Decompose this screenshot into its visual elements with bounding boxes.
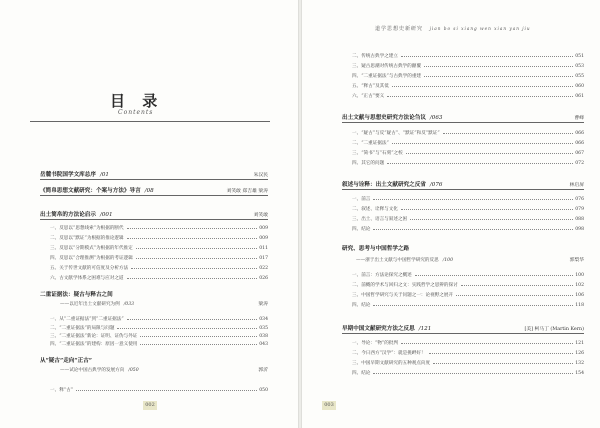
toc-entry-title: 一、“疑古”与反“疑古”、“默证”和反“默证” — [352, 131, 440, 136]
toc-entry-title: 四、“二重证据法”的建构：原因一意义使用 — [50, 342, 138, 347]
section-rule — [342, 189, 584, 190]
section-rule — [342, 122, 584, 123]
toc-entry — [50, 275, 268, 281]
toc-entry — [342, 244, 584, 252]
toc-entry-page: /001 — [99, 212, 113, 218]
toc-entry-page: 154 — [575, 371, 584, 376]
toc-entry — [352, 292, 584, 298]
toc-entry-page: 051 — [575, 54, 584, 59]
section-rule — [40, 219, 268, 220]
dot-leader — [127, 238, 258, 239]
toc-entry — [50, 325, 268, 331]
dot-leader — [424, 76, 573, 77]
toc-entry-title: 三、反思以“分期模式”为根据的年代推定 — [50, 246, 133, 251]
toc-entry-title: 《简帛思想文献研究：个案与方法》导言 — [40, 188, 141, 194]
toc-entry-title: ——以近年出土文献研究为例 — [60, 302, 120, 307]
toc-entry-page: 022 — [259, 266, 268, 271]
toc-entry-title: 三、“简书”与“石刻”之校 — [352, 151, 403, 156]
toc-entry-author: 林启屏 — [569, 183, 584, 188]
toc-entry-title: 三、疑古思潮对传统古典学的颠覆 — [352, 64, 421, 69]
toc-entry — [352, 83, 584, 89]
toc-entry-author: 朱汉民 — [253, 173, 268, 178]
toc-entry-title: 二、“二重证据法”的局限与问题 — [50, 326, 115, 331]
left-page — [0, 0, 298, 428]
toc-entry — [352, 282, 584, 288]
toc-entry-author: 梁涛 — [258, 302, 268, 307]
toc-entry-page: 118 — [575, 303, 584, 308]
toc-entry-page: 132 — [575, 361, 584, 366]
toc-entry — [50, 235, 268, 241]
dot-leader — [461, 285, 574, 286]
toc-entry — [40, 356, 268, 364]
toc-entry-page: 106 — [575, 293, 584, 298]
toc-entry-title: ——试论中国古典学的发展方向 — [60, 368, 125, 373]
toc-entry-page: 009 — [259, 226, 268, 231]
dot-leader — [131, 268, 257, 269]
toc-entry-title: 研究、思考与中国哲学之路 — [342, 246, 410, 252]
toc-entry — [352, 302, 584, 308]
toc-entry-page: 088 — [575, 217, 584, 222]
toc-entry-author: 刘笑敢 — [253, 213, 268, 218]
toc-entry-page: /063 — [429, 115, 443, 121]
toc-entry — [50, 225, 268, 231]
dot-leader — [373, 199, 573, 200]
dot-leader — [136, 258, 257, 259]
toc-entry-page: 079 — [575, 207, 584, 212]
toc-subtitle: Contents — [118, 109, 154, 116]
right-page — [302, 0, 600, 428]
section-rule — [40, 179, 268, 180]
toc-entry-title: 四、反思以“合理推测”为根据的考证逻辑 — [50, 256, 133, 261]
toc-entry-title: 一、释“古” — [50, 388, 74, 393]
toc-entry-title: 五、“释古”及其低 — [352, 84, 389, 89]
toc-entry — [50, 341, 268, 347]
toc-entry — [40, 290, 268, 298]
toc-entry-page: /01 — [99, 172, 109, 178]
toc-entry-page: 011 — [259, 246, 268, 251]
page-number-left: 002 — [143, 401, 157, 410]
toc-entry — [50, 245, 268, 251]
toc-entry — [342, 180, 584, 188]
toc-entry-title: 四、结论 — [352, 303, 371, 308]
toc-entry-title: 二、前概的学术与回归之文：实践哲学之思辨的探讨 — [352, 283, 458, 288]
toc-entry-title: 四、结论 — [352, 371, 371, 376]
title-rule — [30, 121, 270, 122]
dot-leader — [443, 133, 574, 134]
toc-entry — [40, 186, 268, 194]
running-header-title: 道学思想史新研究 — [375, 26, 424, 32]
toc-entry — [342, 324, 584, 332]
toc-entry-page: /076 — [429, 182, 443, 188]
toc-entry-page: 076 — [575, 197, 584, 202]
dot-leader — [406, 153, 573, 154]
section-rule — [342, 333, 584, 334]
toc-entry — [352, 53, 584, 59]
toc-entry-page: 061 — [575, 94, 584, 99]
toc-entry — [50, 316, 268, 322]
toc-entry — [352, 370, 584, 376]
toc-entry-title: 从“疑古”走向“正古” — [40, 358, 93, 364]
toc-entry — [352, 350, 584, 356]
toc-entry-page: 126 — [575, 351, 584, 356]
toc-entry-title: 三、“二重证据法”新论：证明、证伪与外证 — [50, 334, 138, 339]
toc-entry-page: 060 — [575, 84, 584, 89]
toc-entry-page: 072 — [575, 161, 584, 166]
dot-leader — [433, 363, 573, 364]
toc-entry-page: 034 — [259, 317, 268, 322]
dot-leader — [392, 86, 573, 87]
toc-entry-page: 055 — [575, 74, 584, 79]
dot-leader — [429, 353, 574, 354]
toc-entry-title: 三、中国早期文献研究的五种观点向度 — [352, 361, 431, 366]
toc-entry — [50, 387, 268, 393]
toc-entry — [352, 216, 584, 222]
toc-entry-title: 二、反思以“默证”为根据的推论逻辑 — [50, 236, 124, 241]
dot-leader — [127, 319, 258, 320]
toc-entry-title: 出土简帛的方法论启示 — [40, 212, 96, 218]
toc-entry-title: 四、结论 — [352, 227, 371, 232]
toc-entry-page: 043 — [259, 342, 268, 347]
toc-entry — [352, 360, 584, 366]
toc-entry-author: 郭沂 — [258, 368, 268, 373]
toc-entry — [60, 366, 268, 373]
toc-entry-title: ——浙于出土文献与中国哲学研究的反思 — [356, 258, 439, 263]
toc-entry — [352, 226, 584, 232]
toc-entry-title: 三、出土、语言与叙述之困 — [352, 217, 408, 222]
toc-entry-page: 038 — [259, 334, 268, 339]
toc-entry — [342, 113, 584, 121]
toc-entry-page: /100 — [442, 258, 454, 263]
toc-entry-title: 叙述与诠释：出土文献研究之反省 — [342, 182, 426, 188]
toc-entry — [352, 73, 584, 79]
toc-entry-page: 050 — [259, 388, 268, 393]
dot-leader — [373, 305, 573, 306]
toc-entry-page: 026 — [259, 276, 268, 281]
toc-entry-title: 六、“正古”要义 — [352, 94, 385, 99]
toc-entry-author: 刘笑敢 郑吉雄 梁涛 — [226, 189, 268, 194]
toc-entry-page: 121 — [575, 341, 584, 346]
toc-entry-page: 053 — [575, 64, 584, 69]
dot-leader — [387, 163, 573, 164]
dot-leader — [410, 219, 573, 220]
toc-entry — [356, 256, 584, 263]
toc-entry — [352, 130, 584, 136]
toc-entry-page: 017 — [259, 256, 268, 261]
toc-entry-title: 二重证据法：疑古与释古之间 — [40, 292, 113, 298]
toc-entry — [352, 272, 584, 278]
toc-entry — [352, 206, 584, 212]
toc-entry-title: 二、传统古典学之建立 — [352, 54, 398, 59]
toc-entry — [352, 150, 584, 156]
dot-leader — [373, 373, 573, 374]
toc-entry-page: /08 — [144, 188, 154, 194]
toc-entry-title: 四、“二重证据法”与古典学的重建 — [352, 74, 422, 79]
toc-entry-page: 067 — [575, 151, 584, 156]
toc-entry — [50, 333, 268, 339]
toc-entry-page: /050 — [128, 368, 139, 373]
dot-leader — [424, 66, 573, 67]
toc-entry-title: 一、反思以“思想线索”为根据的断代 — [50, 226, 124, 231]
toc-entry-title: 早期中国文献研究方法之反思 — [342, 326, 415, 332]
toc-entry-page: 102 — [575, 283, 584, 288]
toc-entry-title: 三、中国哲学研究与关于问题之一：论视野之展开 — [352, 293, 454, 298]
toc-entry-title: 一、前言：方法论探究之概述 — [352, 273, 412, 278]
toc-entry-page: 100 — [575, 273, 584, 278]
toc-entry — [352, 196, 584, 202]
toc-entry — [352, 160, 584, 166]
dot-leader — [373, 229, 573, 230]
toc-entry-title: 岳麓书院国学文库总序 — [40, 172, 96, 178]
dot-leader — [387, 96, 573, 97]
dot-leader — [140, 344, 257, 345]
running-header-pinyin: jian bo si xiang wen xian yan jiu — [429, 26, 531, 31]
running-header — [375, 25, 531, 32]
toc-entry-title: 一、导论：“物”的批判 — [352, 341, 399, 346]
toc-entry-title: 二、叙述、诠释与文化 — [352, 207, 398, 212]
toc-entry — [50, 265, 268, 271]
section-rule — [40, 195, 268, 196]
toc-entry-author: 曹峰 — [574, 116, 584, 121]
dot-leader — [127, 278, 258, 279]
toc-entry — [352, 140, 584, 146]
dot-leader — [117, 328, 257, 329]
dot-leader — [401, 343, 573, 344]
dot-leader — [76, 390, 257, 391]
dot-leader — [415, 275, 573, 276]
toc-entry — [40, 210, 268, 218]
toc-entry-title: 六、古文献学体系之困难与应对之道 — [50, 276, 124, 281]
dot-leader — [401, 56, 573, 57]
toc-entry-title: 一、从“二重证据法”到“二重证据法” — [50, 317, 124, 322]
toc-entry — [50, 255, 268, 261]
toc-entry-title: 出土文献与思想史研究方法论刍议 — [342, 115, 426, 121]
toc-entry — [352, 340, 584, 346]
dot-leader — [401, 209, 573, 210]
toc-entry-page: 066 — [575, 131, 584, 136]
toc-entry-title: 二、今日西方“汉学”：就是挑衅好！ — [352, 351, 426, 356]
toc-entry-title: 四、其它的问题 — [352, 161, 385, 166]
dot-leader — [140, 336, 257, 337]
toc-entry — [352, 63, 584, 69]
toc-entry-title: 五、关于传世文献的可信度及分析方法 — [50, 266, 129, 271]
toc-entry-page: /033 — [123, 302, 135, 307]
toc-entry-author: [美] 柯马丁 (Martin Kern) — [524, 327, 584, 332]
toc-entry-page: /121 — [418, 326, 432, 332]
toc-entry — [40, 170, 268, 178]
toc-entry-title: 一、前言 — [352, 197, 371, 202]
toc-entry — [352, 93, 584, 99]
toc-entry-page: 066 — [575, 141, 584, 146]
toc-entry-author: 郭梨华 — [569, 258, 584, 263]
toc-entry-page: 098 — [575, 227, 584, 232]
toc-title: 目 录 — [110, 92, 164, 110]
toc-entry-page: 009 — [259, 236, 268, 241]
toc-entry-title: 二、“二重证据法” — [352, 141, 389, 146]
page-number-right: 003 — [322, 401, 336, 410]
dot-leader — [456, 295, 573, 296]
dot-leader — [392, 143, 573, 144]
dot-leader — [136, 248, 257, 249]
toc-entry-page: 035 — [259, 326, 268, 331]
dot-leader — [127, 228, 258, 229]
toc-entry — [60, 300, 268, 307]
